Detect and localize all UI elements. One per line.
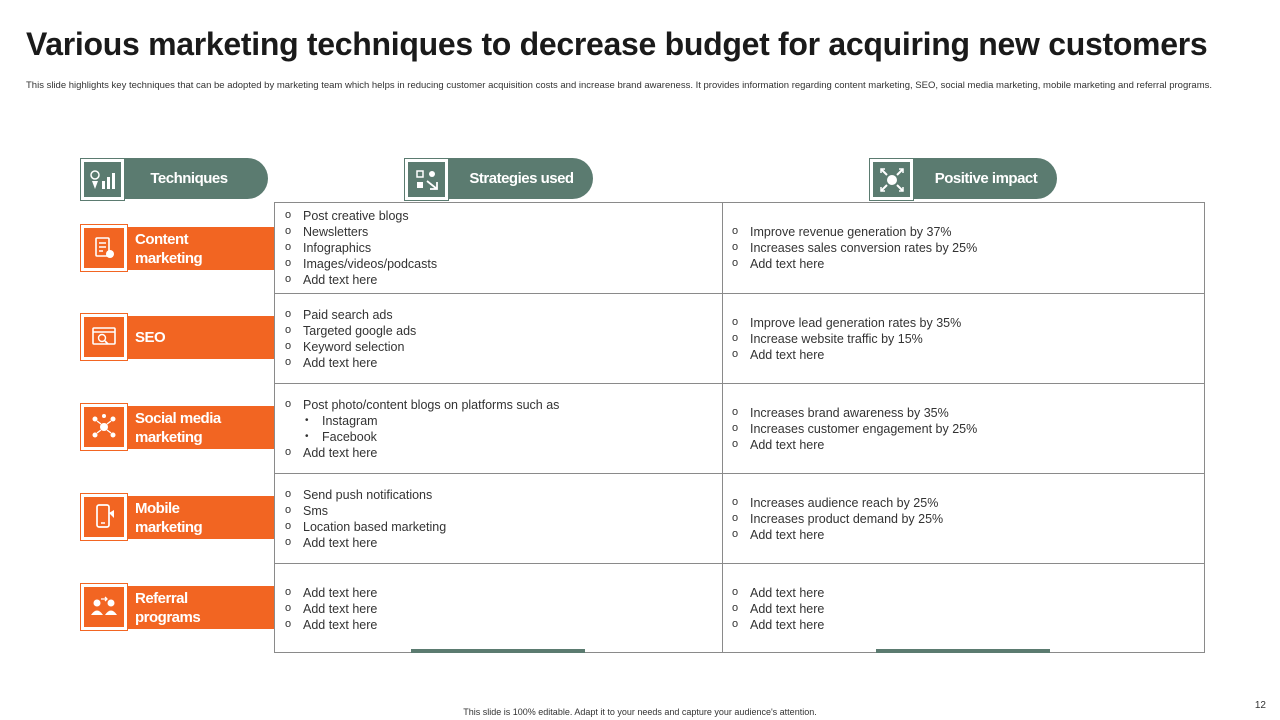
list-item: o Improve revenue generation by 37% [732,224,1192,240]
header-strategies-label: Strategies used [426,158,593,199]
header-impact-label: Positive impact [891,158,1057,199]
accent-bar-left [411,649,585,653]
table-row [275,563,1204,653]
list-item: o Newsletters [285,224,715,240]
strategies-cell [285,203,715,292]
list-item: o Add text here [732,256,1192,272]
list-item: o Infographics [285,240,715,256]
technique-referral-programs [80,583,274,631]
impact-cell [732,203,1192,292]
list-item: o Add text here [285,601,715,617]
seo-icon [80,313,128,361]
list-item: o Add text here [732,347,1192,363]
list-item: o Add text here [732,601,1192,617]
header-impact [869,158,1057,199]
slide-subtitle: This slide highlights key techniques that can be adopted by marketing team which helps in reducing customer acquisition costs and increase brand awareness. It provides information regarding content marketing, SEO, social media marketing, mobile marketing and referral programs. [26,80,1212,91]
list-item: o Add text here [285,445,715,461]
list-item: o Keyword selection [285,339,715,355]
technique-mobile-marketing [80,493,274,541]
list-item: o Increase website traffic by 15% [732,331,1192,347]
slide-title: Various marketing techniques to decrease budget for acquiring new customers [26,26,1208,62]
footer-note: This slide is 100% editable. Adapt it to your needs and capture your audience's attention. [463,707,817,717]
technique-content-marketing [80,224,274,272]
list-item: o Improve lead generation rates by 35% [732,315,1192,331]
table-row [275,473,1204,563]
sub-list-item: • Facebook [285,429,715,445]
technique-seo [80,313,274,361]
list-item: o Add text here [285,617,715,633]
strategies-cell [285,564,715,653]
strategies-cell [285,294,715,383]
strategies-cell [285,474,715,563]
impact-cell [732,384,1192,473]
sub-list-item: • Instagram [285,413,715,429]
technique-label: Social media marketing [120,406,274,449]
header-techniques-label: Techniques [102,158,268,199]
list-item: o Send push notifications [285,487,715,503]
mobile-icon [80,493,128,541]
content-icon [80,224,128,272]
list-item: o Add text here [732,617,1192,633]
list-item: o Images/videos/podcasts [285,256,715,272]
list-item: o Add text here [285,355,715,371]
table-row [275,203,1204,293]
list-item: o Targeted google ads [285,323,715,339]
header-strategies [404,158,593,199]
page-number: 12 [1254,700,1266,711]
impact-cell [732,474,1192,563]
list-item: o Increases sales conversion rates by 25% [732,240,1192,256]
list-item: o Post creative blogs [285,208,715,224]
table-row [275,293,1204,383]
list-item: o Increases product demand by 25% [732,511,1192,527]
technique-label: Referral programs [120,586,274,629]
technique-label: Mobile marketing [120,496,274,539]
list-item: o Post photo/content blogs on platforms such as [285,397,715,413]
list-item: o Location based marketing [285,519,715,535]
list-item: o Add text here [285,535,715,551]
header-techniques [80,158,268,199]
list-item: o Paid search ads [285,307,715,323]
technique-social-media [80,403,274,451]
accent-bar-right [876,649,1050,653]
strategies-impact-table [274,202,1205,653]
list-item: o Increases brand awareness by 35% [732,405,1192,421]
target-arrows-icon [869,158,914,201]
impact-cell [732,294,1192,383]
impact-cell [732,564,1192,653]
chart-hand-icon [80,158,125,201]
table-row [275,383,1204,473]
list-item: o Increases audience reach by 25% [732,495,1192,511]
strategies-cell [285,384,715,473]
list-item: o Add text here [732,527,1192,543]
strategy-icon [404,158,449,201]
technique-label: Content marketing [120,227,274,270]
list-item: o Sms [285,503,715,519]
technique-label: SEO [120,316,274,359]
referral-icon [80,583,128,631]
list-item: o Add text here [285,585,715,601]
list-item: o Add text here [285,272,715,288]
social-network-icon [80,403,128,451]
list-item: o Add text here [732,585,1192,601]
list-item: o Add text here [732,437,1192,453]
list-item: o Increases customer engagement by 25% [732,421,1192,437]
